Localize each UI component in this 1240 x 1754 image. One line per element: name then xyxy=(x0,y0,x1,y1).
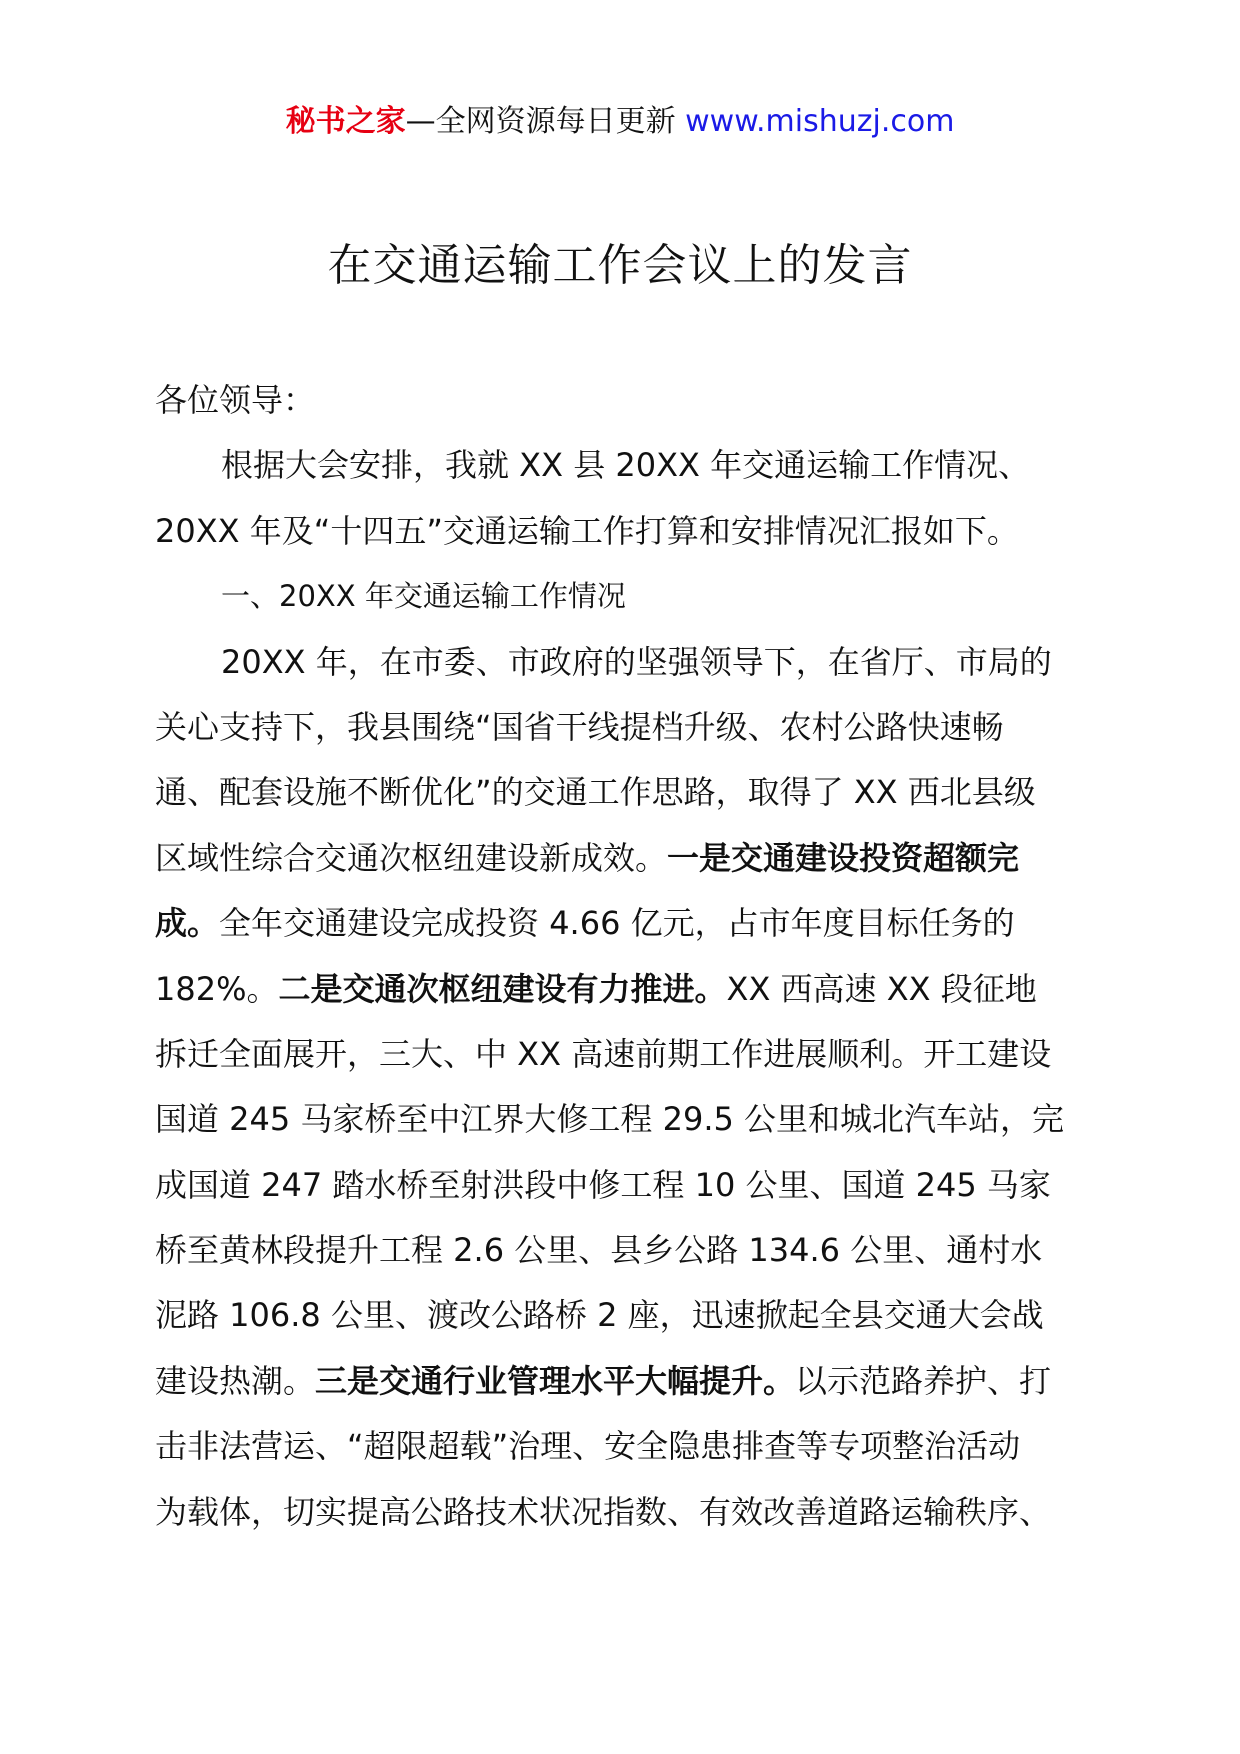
paragraph-line: 为载体，切实提高公路技术状况指数、有效改善道路运输秩序、 xyxy=(155,1492,1052,1531)
paragraph-text: 建设热潮。 xyxy=(155,1361,316,1400)
paragraph-line: 关心支持下，我县围绕“国省干线提档升级、农村公路快速畅 xyxy=(155,707,1004,746)
header-tagline: —全网资源每日更新 xyxy=(405,104,676,139)
paragraph-text: 区域性综合交通次枢纽建设新成效。 xyxy=(155,838,668,877)
intro-line-1: 根据大会安排，我就 XX 县 20XX 年交通运输工作情况、 xyxy=(221,446,1031,485)
paragraph-line: 成国道 247 踏水桥至射洪段中修工程 10 公里、国道 245 马家 xyxy=(155,1165,1051,1204)
paragraph-line: 20XX 年，在市委、市政府的坚强领导下，在省厅、市局的 xyxy=(221,642,1052,681)
paragraph-line: 泥路 106.8 公里、渡改公路桥 2 座，迅速掀起全县交通大会战 xyxy=(155,1296,1044,1335)
paragraph-line: 桥至黄林段提升工程 2.6 公里、县乡公路 134.6 公里、通村水 xyxy=(155,1231,1043,1270)
paragraph-text: 全年交通建设完成投资 4.66 亿元，占市年度目标任务的 xyxy=(219,904,1015,943)
key-point-1: 一是交通建设投资超额完 xyxy=(667,838,1020,877)
paragraph-line xyxy=(155,957,1115,1022)
site-header xyxy=(0,100,1240,144)
document-body xyxy=(155,368,1115,1545)
paragraph-line xyxy=(155,1349,1115,1414)
paragraph-line: 通、配套设施不断优化”的交通工作思路，取得了 XX 西北县级 xyxy=(155,773,1036,812)
site-url[interactable]: www.mishuzj.com xyxy=(685,104,955,139)
key-point-2: 二是交通次枢纽建设有力推进。 xyxy=(278,969,727,1008)
section-heading: 一、20XX 年交通运输工作情况 xyxy=(221,579,626,614)
key-point-1-end: 成。 xyxy=(155,904,220,943)
paragraph-line: 击非法营运、“超限超载”治理、安全隐患排查等专项整治活动 xyxy=(155,1427,1021,1466)
paragraph-text: XX 西高速 XX 段征地 xyxy=(726,969,1037,1008)
key-point-3: 三是交通行业管理水平大幅提升。 xyxy=(315,1361,796,1400)
paragraph-line xyxy=(155,826,1115,891)
paragraph-line: 拆迁全面展开，三大、中 XX 高速前期工作进展顺利。开工建设 xyxy=(155,1034,1052,1073)
paragraph-line xyxy=(155,891,1115,956)
paragraph-line: 国道 245 马家桥至中江界大修工程 29.5 公里和城北汽车站，完 xyxy=(155,1100,1065,1139)
paragraph-text: 182%。 xyxy=(155,969,279,1008)
document-title: 在交通运输工作会议上的发言 xyxy=(327,240,913,291)
brand-name: 秘书之家 xyxy=(285,104,406,139)
salutation: 各位领导： xyxy=(155,381,316,419)
paragraph-text: 以示范路养护、打 xyxy=(795,1361,1052,1400)
intro-line-2: 20XX 年及“十四五”交通运输工作打算和安排情况汇报如下。 xyxy=(155,511,1019,550)
